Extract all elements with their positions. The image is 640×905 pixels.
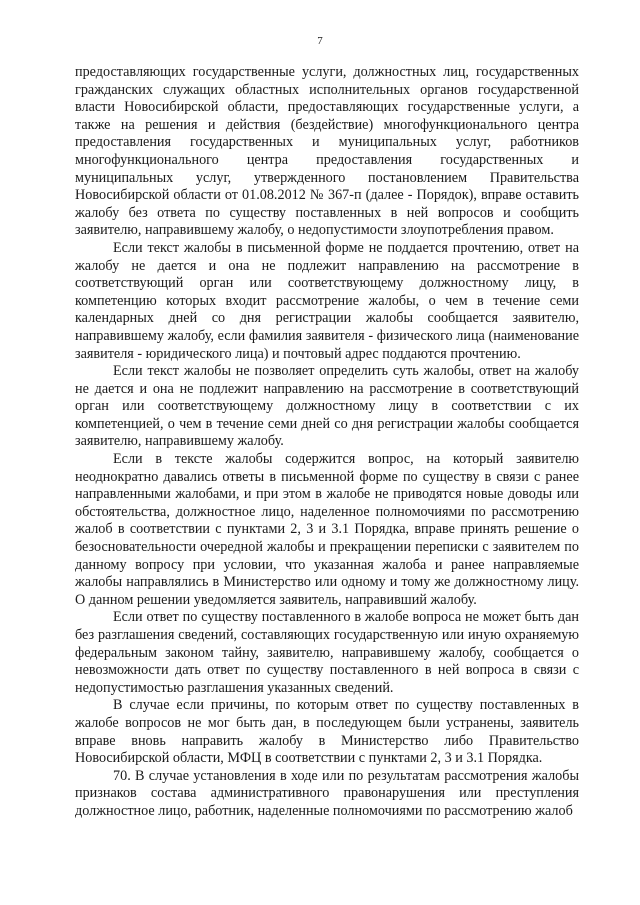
paragraph-item-70: 70. В случае установления в ходе или по результатам рассмотрения жалобы признаков состава административного правонарушения или преступления должностное лицо, работник, наделенные полномочиями по рассмотрению жалоб — [75, 767, 579, 819]
page-number: 7 — [317, 35, 323, 47]
body-text — [75, 64, 579, 821]
paragraph-undefined-essence: Если текст жалобы не позволяет определить суть жалобы, ответ на жалобу не дается и она не подлежит направлению на рассмотрение в соответствующий орган или соответствующему должностному лицу в соответствии с их компетенцией, о чем в течение семи дней со дня регистрации жалобы сообщается заявителю, направившему жалобу. — [75, 363, 579, 450]
paragraph-secret-information: Если ответ по существу поставленного в жалобе вопроса не может быть дан без разглашения сведений, составляющих государственную или иную охраняемую федеральным законом тайну, заявителю, направившему жалобу, сообщается о невозможности дать ответ по существу поставленного в ней вопроса в связи с недопустимостью разглашения указанных сведений. — [75, 609, 579, 696]
paragraph-unreadable-complaint: Если текст жалобы в письменной форме не поддается прочтению, ответ на жалобу не дается и она не подлежит направлению на рассмотрение в соответствующий орган или соответствующему должностному лицу, в компетенцию которых входит рассмотрение жалобы, о чем в течение семи календарных дней со дня регистрации жалобы сообщается заявителю, направившему жалобу, если фамилия заявителя - физического лица (наименование заявителя - юридического лица) и почтовый адрес поддаются прочтению. — [75, 239, 579, 362]
paragraph-repeated-question: Если в тексте жалобы содержится вопрос, на который заявителю неоднократно давались ответы в письменной форме по существу в связи с ранее направленными жалобами, и при этом в жалобе не приводятся новые доводы или обстоятельства, должностное лицо, наделенное полномочиями по рассмотрению жалоб в соответствии с пунктами 2, 3 и 3.1 Порядка, вправе принять решение о безосновательности очередной жалобы и прекращении переписки с заявителем по данному вопросу при условии, что указанная жалоба и ранее направляемые жалобы направлялись в Министерство или одному и тому же должностному лицу. О данном решении уведомляется заявитель, направивший жалобу. — [75, 451, 579, 608]
paragraph-resubmission: В случае если причины, по которым ответ по существу поставленных в жалобе вопросов не мог быть дан, в последующем были устранены, заявитель вправе вновь направить жалобу в Министерство либо Правительство Новосибирской области, МФЦ в соответствии с пунктами 2, 3 и 3.1 Порядка. — [75, 697, 579, 767]
paragraph-continuation: предоставляющих государственные услуги, должностных лиц, государственных гражданских служащих областных исполнительных органов государственной власти Новосибирской области, предоставляющих государственные услуги, а также на решения и действия (бездействие) многофункционального центра предоставления государственных и муниципальных услуг, работников многофункционального центра предоставления государственных и муниципальных услуг, утвержденного постановлением Правительства Новосибирской области от 01.08.2012 № 367-п (далее - Порядок), вправе оставить жалобу без ответа по существу поставленных в ней вопросов и сообщить заявителю, направившему жалобу, о недопустимости злоупотребления правом. — [75, 64, 579, 239]
